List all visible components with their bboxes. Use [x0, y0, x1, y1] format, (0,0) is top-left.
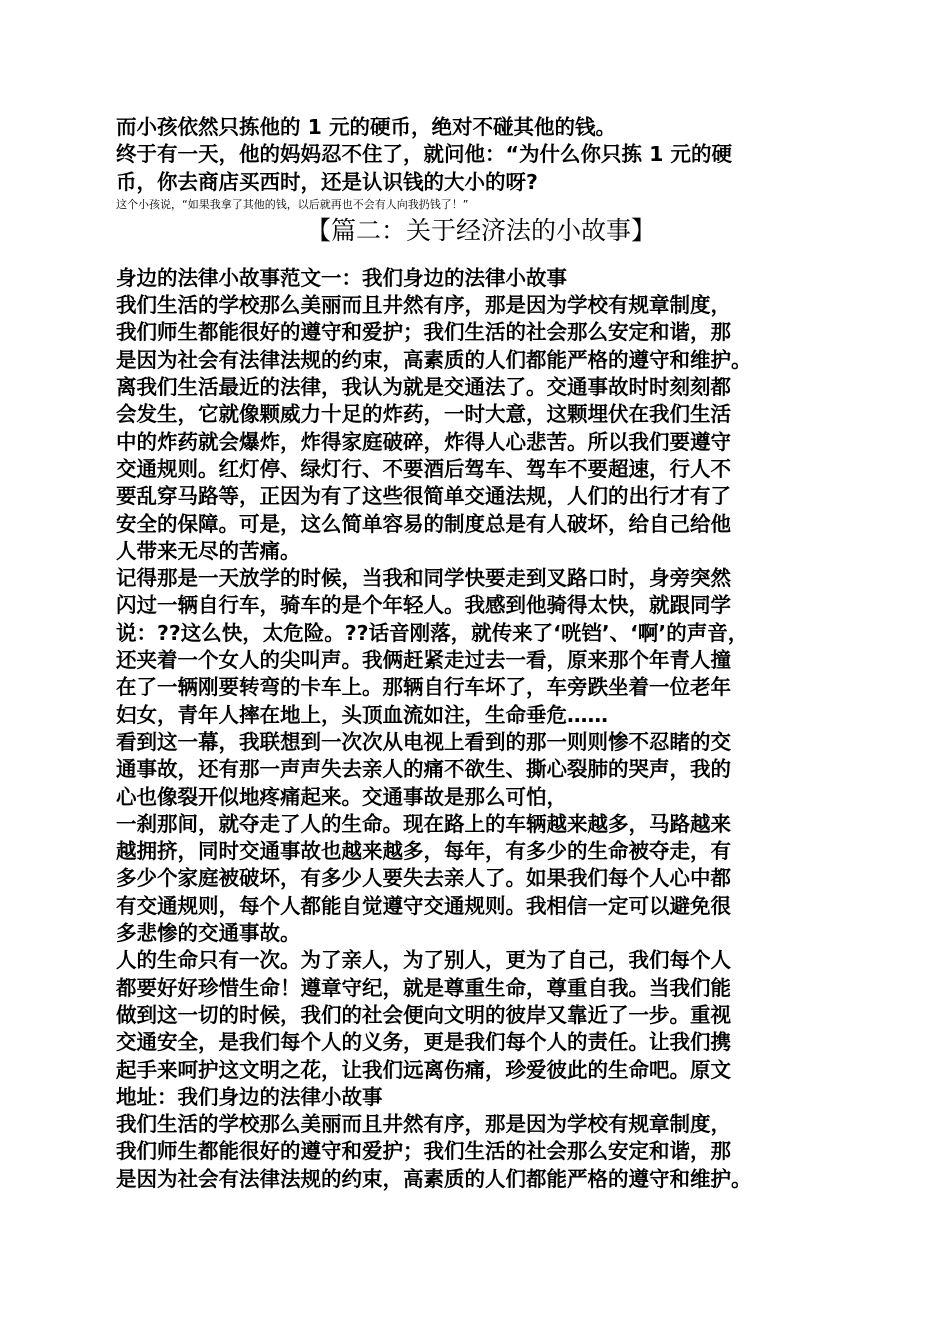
text-line: 心也像裂开似地疼痛起来。交通事故是那么可怕，	[116, 784, 567, 809]
text-line: 而小孩依然只拣他的 1 元的硬币，绝对不碰其他的钱。	[116, 115, 617, 139]
text-line: 我们师生都能很好的遵守和爱护；我们生活的社会那么安定和谐，那	[116, 1139, 731, 1164]
text-line: 做到这一切的时候，我们的社会便向文明的彼岸又靠近了一步。重视	[116, 1002, 731, 1027]
text-line: 都要好好珍惜生命！遵章守纪，就是尊重生命，尊重自我。当我们能	[116, 975, 731, 1000]
text-line: 还夹着一个女人的尖叫声。我俩赶紧走过去一看，原来那个年青人撞	[116, 648, 731, 673]
text-line: 身边的法律小故事范文一：我们身边的法律小故事	[116, 265, 567, 290]
text-line: 多少个家庭被破坏，有多少人要失去亲人了。如果我们每个人心中都	[116, 866, 731, 891]
text-line: 越拥挤，同时交通事故也越来越多，每年，有多少的生命被夺走，有	[116, 839, 731, 864]
text-line: 看到这一幕，我联想到一次次从电视上看到的那一则则惨不忍睹的交	[116, 729, 731, 754]
spacer	[116, 248, 846, 265]
text-line: 是因为社会有法律法规的约束，高素质的人们都能严格的遵守和维护。	[116, 1166, 752, 1191]
text-line: 在了一辆刚要转弯的卡车上。那辆自行车坏了，车旁跌坐着一位老年	[116, 675, 731, 700]
text-line: 地址：我们身边的法律小故事	[116, 1084, 383, 1109]
text-line: 交通规则。红灯停、绿灯行、不要酒后驾车、驾车不要超速，行人不	[116, 456, 731, 481]
text-line: 是因为社会有法律法规的约束，高素质的人们都能严格的遵守和维护。	[116, 347, 752, 372]
text-line: 通事故，还有那一声声失去亲人的痛不欲生、撕心裂肺的哭声，我的	[116, 757, 731, 782]
text-line: 币，你去商店买西时，还是认识钱的大小的呀?	[116, 169, 538, 194]
text-line: 说：??这么快，太危险。??话音刚落，就传来了‘咣铛’、‘啊’的声音，	[116, 620, 749, 645]
text-line: 妇女，青年人摔在地上，头顶血流如注，生命垂危……	[116, 702, 608, 727]
text-line: 人带来无尽的苦痛。	[116, 538, 301, 563]
text-line: 一刹那间，就夺走了人的生命。现在路上的车辆越来越多，马路越来	[116, 811, 731, 836]
document-content	[116, 114, 846, 1193]
intro-small-text: 这个小孩说，“如果我拿了其他的钱，以后就再也不会有人向我扔钱了！”	[116, 197, 469, 211]
text-line: 离我们生活最近的法律，我认为就是交通法了。交通事故时时刻刻都	[116, 375, 731, 400]
text-line: 我们师生都能很好的遵守和爱护；我们生活的社会那么安定和谐，那	[116, 320, 731, 345]
text-line: 会发生，它就像颗威力十足的炸药，一时大意，这颗埋伏在我们生活	[116, 402, 731, 427]
text-line: 安全的保障。可是，这么简单容易的制度总是有人破坏，给自己给他	[116, 511, 731, 536]
text-line: 人的生命只有一次。为了亲人，为了别人，更为了自己，我们每个人	[116, 948, 731, 973]
text-line: 闪过一辆自行车，骑车的是个年轻人。我感到他骑得太快，就跟同学	[116, 593, 731, 618]
intro-paragraph	[116, 114, 846, 196]
text-line: 我们生活的学校那么美丽而且井然有序，那是因为学校有规章制度，	[116, 293, 731, 318]
text-line: 我们生活的学校那么美丽而且井然有序，那是因为学校有规章制度，	[116, 1112, 731, 1137]
section-heading: 【篇二：关于经济法的小故事】	[305, 215, 656, 245]
body-text	[116, 265, 846, 1193]
text-line: 起手来呵护这文明之花，让我们远离伤痛，珍爱彼此的生命吧。原文	[116, 1057, 731, 1082]
text-line: 终于有一天，他的妈妈忍不住了，就问他：“为什么你只拣 1 元的硬	[116, 142, 733, 167]
text-line: 中的炸药就会爆炸，炸得家庭破碎，炸得人心悲苦。所以我们要遵守	[116, 429, 731, 454]
text-line: 要乱穿马路等，正因为有了这些很简单交通法规，人们的出行才有了	[116, 484, 731, 509]
text-line: 有交通规则，每个人都能自觉遵守交通规则。我相信一定可以避免很	[116, 893, 731, 918]
text-line: 记得那是一天放学的时候，当我和同学快要走到叉路口时，身旁突然	[116, 566, 731, 591]
text-line: 交通安全，是我们每个人的义务，更是我们每个人的责任。让我们携	[116, 1030, 731, 1055]
text-line: 多悲惨的交通事故。	[116, 921, 301, 946]
